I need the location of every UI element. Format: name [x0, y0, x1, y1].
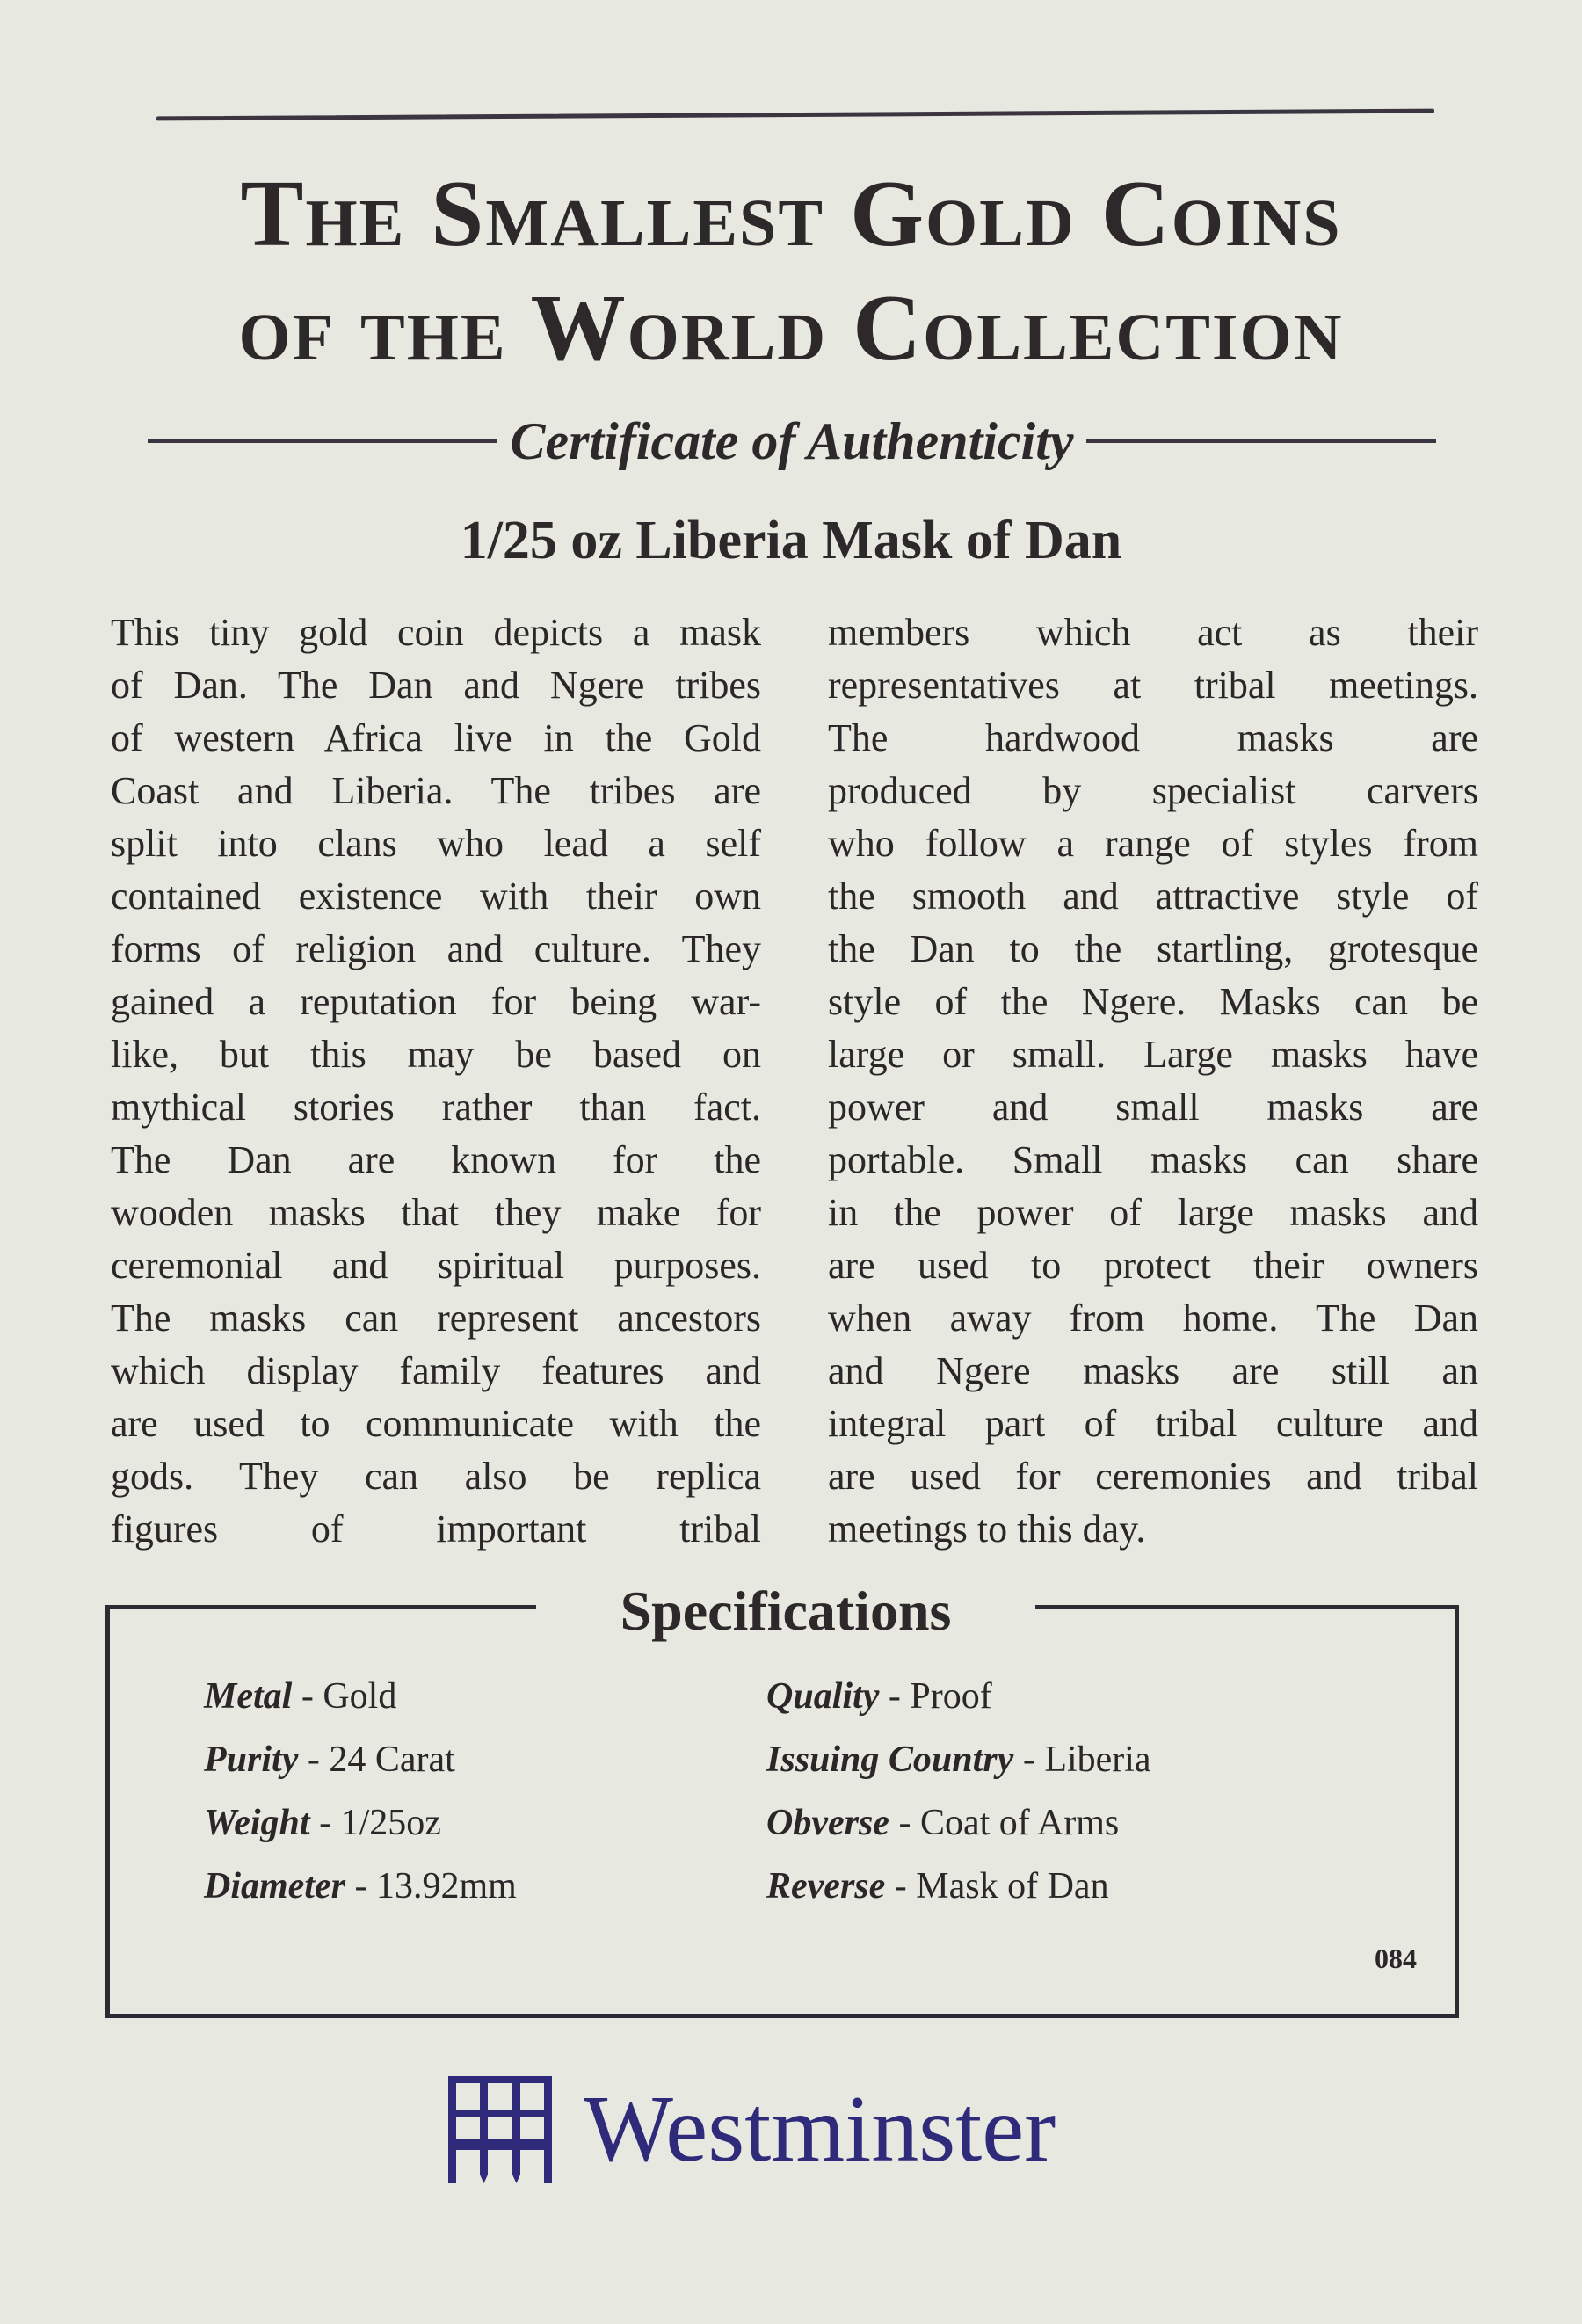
text-line: the Dan to the startling, grotesque: [828, 927, 1478, 970]
text-line: the smooth and attractive style of: [828, 875, 1478, 918]
spec-key: Purity: [204, 1739, 299, 1780]
spec-separator: -: [889, 1803, 920, 1843]
subtitle-rule-left: [148, 439, 497, 443]
text-line: The Dan are known for the: [111, 1138, 761, 1181]
spec-value: Proof: [910, 1676, 992, 1717]
spec-separator: -: [298, 1739, 330, 1780]
spec-separator: -: [292, 1676, 323, 1717]
text-line: in the power of large masks and: [828, 1191, 1478, 1234]
spec-key: Quality: [766, 1676, 880, 1717]
text-line: This tiny gold coin depicts a mask: [111, 611, 761, 654]
spec-value: Coat of Arms: [919, 1803, 1120, 1843]
spec-separator: -: [309, 1803, 341, 1843]
text-line: are used to communicate with the: [111, 1402, 761, 1445]
text-line: and Ngere masks are still an: [828, 1349, 1478, 1392]
text-line: gained a reputation for being war-: [111, 980, 761, 1023]
spec-weight: [204, 1802, 441, 1844]
text-line: of western Africa live in the Gold: [111, 716, 761, 759]
text-line: who follow a range of styles from: [828, 822, 1478, 865]
body-column-right: [828, 606, 1478, 1556]
brand-name: Westminster: [584, 2077, 1056, 2182]
text-line: gods. They can also be replica: [111, 1455, 761, 1498]
text-line: The hardwood masks are: [828, 716, 1478, 759]
body-column-left: [111, 606, 761, 1556]
text-line: are used for ceremonies and tribal: [828, 1455, 1478, 1498]
spec-key: Metal: [204, 1676, 293, 1717]
spec-value: 13.92mm: [375, 1866, 517, 1906]
spec-quality: [766, 1675, 992, 1718]
spec-value: Liberia: [1044, 1739, 1151, 1780]
text-line: of Dan. The Dan and Ngere tribes: [111, 664, 761, 707]
spec-obverse: [766, 1802, 1119, 1844]
text-line: style of the Ngere. Masks can be: [828, 980, 1478, 1023]
spec-separator: -: [1013, 1739, 1045, 1780]
text-line: integral part of tribal culture and: [828, 1402, 1478, 1445]
text-line: split into clans who lead a self: [111, 822, 761, 865]
text-line: representatives at tribal meetings.: [828, 664, 1478, 707]
text-line: power and small masks are: [828, 1086, 1478, 1129]
text-line: contained existence with their own: [111, 875, 761, 918]
spec-value: Gold: [323, 1676, 397, 1717]
coin-name: 1/25 oz Liberia Mask of Dan: [460, 511, 1122, 570]
text-line: forms of religion and culture. They: [111, 927, 761, 970]
spec-issuing-country: [766, 1739, 1151, 1781]
text-line: Coast and Liberia. The tribes are: [111, 769, 761, 812]
top-rule: [156, 109, 1434, 121]
text-line: figures of important tribal: [111, 1507, 761, 1551]
text-line: portable. Small masks can share: [828, 1138, 1478, 1181]
text-line: members which act as their: [828, 611, 1478, 654]
spec-key: Reverse: [766, 1866, 886, 1906]
spec-box-top-rule-right: [1035, 1605, 1459, 1609]
certificate-subtitle: Certificate of Authenticity: [510, 411, 1074, 470]
spec-reverse: [766, 1865, 1109, 1907]
spec-metal: [204, 1675, 396, 1718]
text-line: produced by specialist carvers: [828, 769, 1478, 812]
text-line: ceremonial and spiritual purposes.: [111, 1244, 761, 1287]
certificate-subtitle-row: [148, 406, 1436, 476]
serial-number: 084: [1375, 1943, 1417, 1974]
spec-value: 1/25oz: [340, 1803, 441, 1843]
text-line: wooden masks that they make for: [111, 1191, 761, 1234]
spec-separator: -: [345, 1866, 376, 1906]
text-line: like, but this may be based on: [111, 1033, 761, 1076]
text-line: mythical stories rather than fact.: [111, 1086, 761, 1129]
spec-separator: -: [885, 1866, 917, 1906]
westminster-logo: [448, 2076, 1056, 2183]
text-line: The masks can represent ancestors: [111, 1296, 761, 1340]
spec-box-top-rule-left: [105, 1605, 536, 1609]
spec-value: 24 Carat: [329, 1739, 455, 1780]
spec-diameter: [204, 1865, 517, 1907]
text-line: are used to protect their owners: [828, 1244, 1478, 1287]
spec-key: Obverse: [766, 1803, 889, 1843]
text-line: which display family features and: [111, 1349, 761, 1392]
text-line: large or small. Large masks have: [828, 1033, 1478, 1076]
spec-key: Diameter: [204, 1866, 345, 1906]
text-line: when away from home. The Dan: [828, 1296, 1478, 1340]
spec-key: Weight: [204, 1803, 310, 1843]
spec-purity: [204, 1739, 455, 1781]
subtitle-rule-right: [1086, 439, 1436, 443]
spec-value: Mask of Dan: [916, 1866, 1109, 1906]
text-line: meetings to this day.: [828, 1507, 1146, 1551]
specifications-title: Specifications: [620, 1580, 952, 1642]
collection-title-line-1: The Smallest Gold Coins: [240, 162, 1342, 266]
spec-key: Issuing Country: [766, 1739, 1014, 1780]
spec-separator: -: [879, 1676, 911, 1717]
collection-title-line-2: of the World Collection: [238, 276, 1344, 381]
portcullis-icon: [448, 2076, 552, 2183]
